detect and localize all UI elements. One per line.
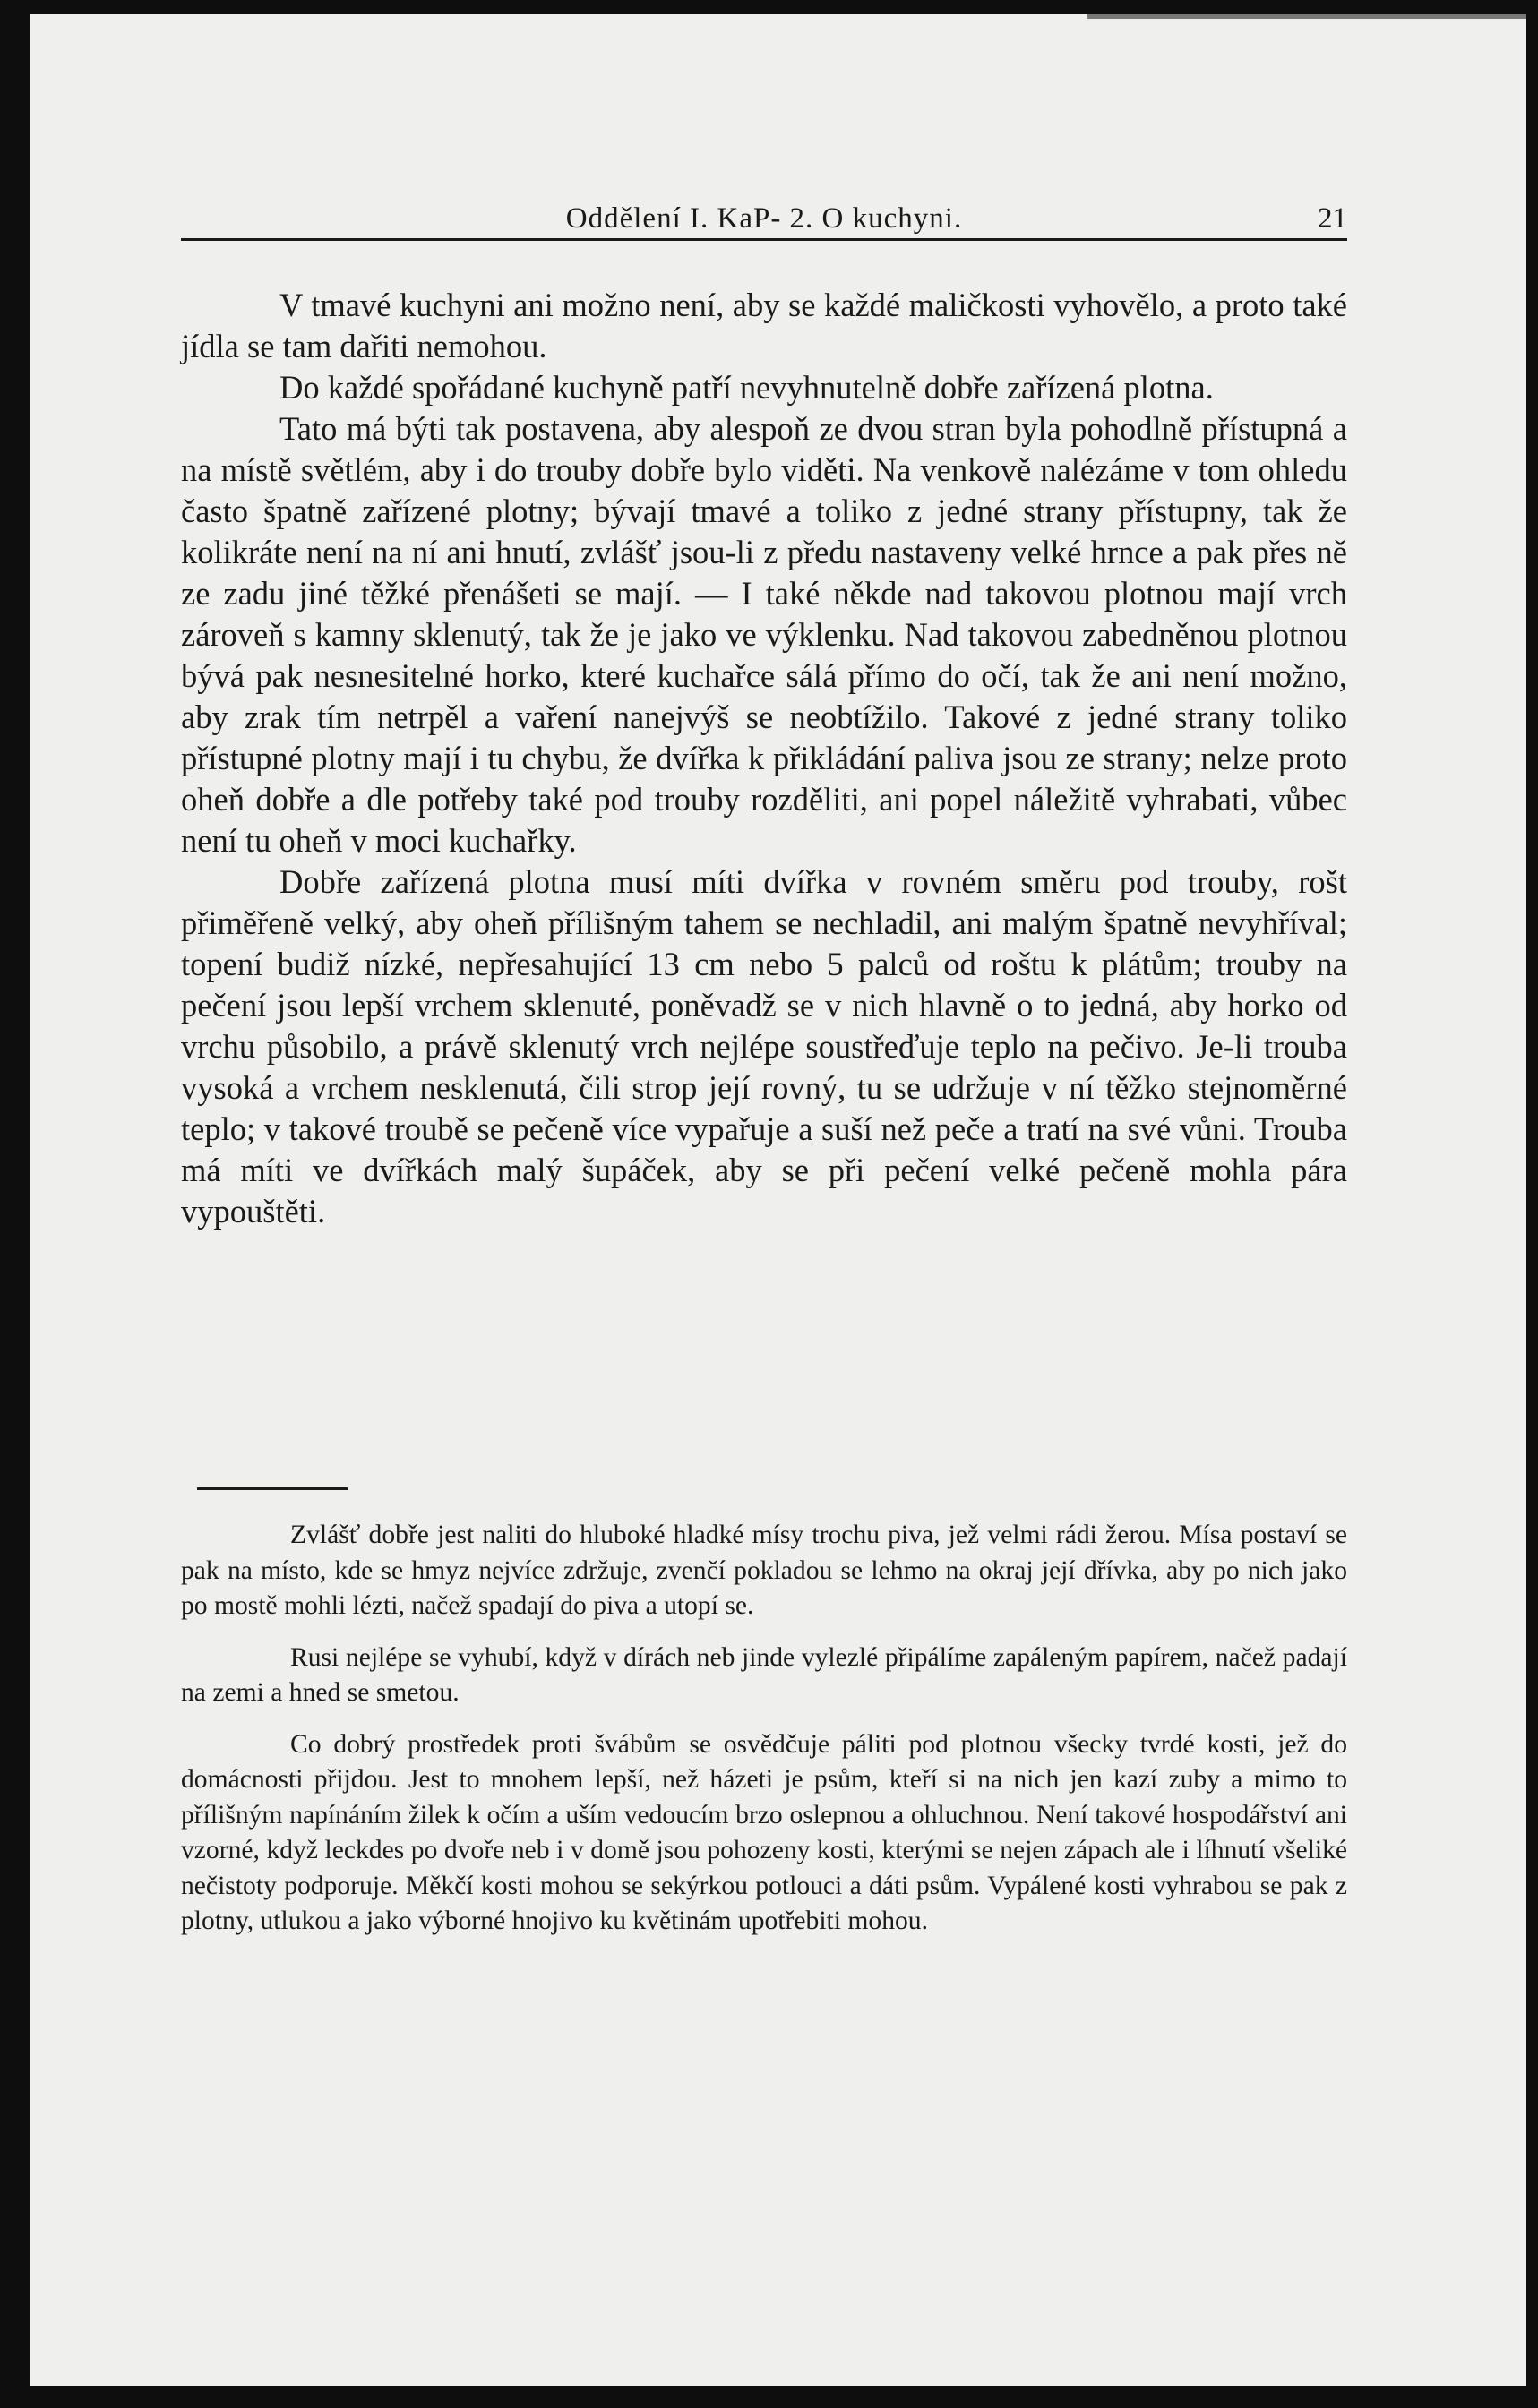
footnote-divider bbox=[197, 1487, 348, 1490]
paragraph-stove-needed: Do každé spořádané kuchyně patří nevyhnutelně dobře zařízená plotna. bbox=[279, 369, 1214, 406]
paragraph-stove-placement: Tato má býti tak postavena, aby alespoň ze dvou stran byla pohodlně přístupná a na místě světlém, aby i do trouby dobře bylo viděti. Na venkově nalézáme v tom ohledu často špatně zařízené plotny; bývají tmavé a toliko z jedné strany přístupny, tak že kolikráte není na ní ani hnutí, zvlášť jsou-li z předu nastaveny velké hrnce a pak přes ně ze zadu jiné těžké přenášeti se mají. — I také někde nad takovou plotnou mají vrch zároveň s kamny sklenutý, tak že je jako ve výklenku. Nad takovou zabedněnou plotnou bývá pak nesnesitelné horko, které kuchařce sálá přímo do očí, tak že ani není možno, aby zrak tím netrpěl a vaření nanejvýš se neobtížilo. Takové z jedné strany toliko přístupné plotny mají i tu chybu, že dvířka k přikládání paliva jsou ze strany; nelze proto oheň dobře a dle potřeby také pod trouby rozděliti, ani popel náležitě vyhrabati, vůbec není tu oheň v moci kuchařky. bbox=[181, 410, 1347, 859]
page-number: 21 bbox=[1318, 202, 1347, 235]
footnote-burning-bones: Co dobrý prostředek proti švábům se osvědčuje páliti pod plotnou všecky tvrdé kosti, jež do domácnosti přijdou. Jest to mnohem lepší, než házeti je psům, kteří si na nich jen kazí zuby a mimo to přílišným napínáním žilek k očím a uším vedoucím brzo oslepnou a ohluchnou. Není takové hospodářství ani vzorné, když leckdes po dvoře neb i v domě jsou pohozeny kosti, kterými se nejen zápach ale i líhnutí všeliké nečistoty podporuje. Měkčí kosti mohou se sekýrkou potlouci a dáti psům. Vypálené kosti vyhrabou se pak z plotny, utlukou a jako výborné hnojivo ku květinám upotřebiti mohou. bbox=[181, 1729, 1347, 1935]
paragraph-dark-kitchen: V tmavé kuchyni ani možno není, aby se každé maličkosti vyhovělo, a proto také jídla se tam dařiti nemohou. bbox=[181, 287, 1347, 364]
book-page bbox=[30, 14, 1526, 2386]
paragraph-stove-design: Dobře zařízená plotna musí míti dvířka v rovném směru pod trouby, rošt přiměřeně velký, aby oheň přílišným tahem se nechladil, ani malým špatně nevyhříval; topení budiž nízké, nepřesahující 13 cm nebo 5 palců od roštu k plátům; trouby na pečení jsou lepší vrchem sklenuté, poněvadž se v nich hlavně o to jedná, aby horko od vrchu působilo, a právě sklenutý vrch nejlépe soustřeďuje teplo na pečivo. Je-li trouba vysoká a vrchem nesklenutá, čili strop její rovný, tu se udržuje v ní těžko stejnoměrné teplo; v takové troubě se pečeně více vypařuje a suší než peče a tratí na své vůni. Trouba má míti ve dvířkách malý šupáček, aby se při pečení velké pečeně mohla pára vypouštěti. bbox=[181, 863, 1347, 1230]
footnote-burning-paper: Rusi nejlépe se vyhubí, když v dírách neb jinde vylezlé připálíme zapáleným papírem, načež padají na zemi a hned se smetou. bbox=[181, 1642, 1347, 1707]
running-head: Oddělení I. KaP- 2. O kuchyni. bbox=[565, 202, 963, 235]
footnote-beer-trap: Zvlášť dobře jest naliti do hluboké hladké mísy trochu piva, jež velmi rádi žerou. Mísa postaví se pak na místo, kde se hmyz nejvíce zdržuje, zvenčí pokladou se lehmo na okraj její dřívka, aby po nich jako po mostě mohli lézti, načež spadají do piva a utopí se. bbox=[181, 1521, 1347, 1620]
footnotes bbox=[181, 1518, 1347, 1956]
page-header bbox=[181, 184, 1347, 241]
main-text bbox=[181, 285, 1347, 1232]
scan-edge-shadow bbox=[1087, 14, 1526, 19]
